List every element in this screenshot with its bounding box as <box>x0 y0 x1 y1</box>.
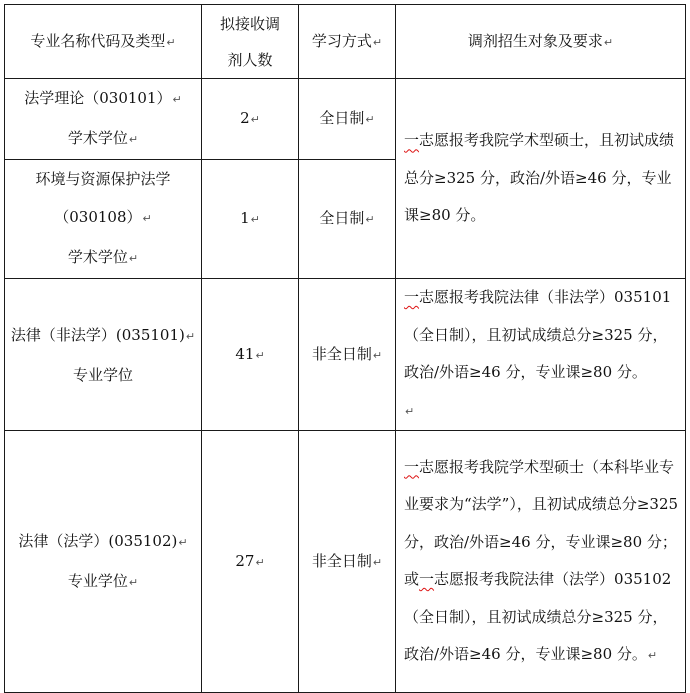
table-row <box>5 279 686 431</box>
table-row <box>5 79 686 160</box>
mode-cell: 非全日制↵ <box>299 431 396 693</box>
count-cell: 1↵ <box>202 160 299 279</box>
table-row <box>5 431 686 693</box>
count-cell: 41↵ <box>202 279 299 431</box>
mode-cell: 全日制↵ <box>299 160 396 279</box>
requirement-cell: 一志愿报考我院学术型硕士（本科毕业专业要求为“法学”），且初试成绩总分≥325 分，政治/外语≥46 分，专业课≥80 分； 或一志愿报考我院法律（法学）035102（全日制），且初试成绩总分≥325 分，政治/外语≥46 分，专业课≥80 分。↵ <box>396 431 686 693</box>
major-cell: 法律（法学）(035102)↵ 专业学位↵ <box>5 431 202 693</box>
mode-cell: 全日制↵ <box>299 79 396 160</box>
header-requirement: 调剂招生对象及要求↵ <box>396 5 686 79</box>
major-cell: 法学理论（030101）↵ 学术学位↵ <box>5 79 202 160</box>
count-cell: 27↵ <box>202 431 299 693</box>
header-mode: 学习方式↵ <box>299 5 396 79</box>
header-count: 拟接收调 剂人数 <box>202 5 299 79</box>
header-major: 专业名称代码及类型↵ <box>5 5 202 79</box>
requirement-cell: 一志愿报考我院法律（非法学）035101（全日制），且初试成绩总分≥325 分，政治/外语≥46 分，专业课≥80 分。 ↵ <box>396 279 686 431</box>
count-cell: 2↵ <box>202 79 299 160</box>
requirement-cell: 一志愿报考我院学术型硕士，且初试成绩总分≥325 分，政治/外语≥46 分，专业课≥80 分。 <box>396 79 686 279</box>
mode-cell: 非全日制↵ <box>299 279 396 431</box>
major-cell: 环境与资源保护法学 （030108）↵ 学术学位↵ <box>5 160 202 279</box>
adjustment-admission-table <box>4 4 686 693</box>
table-header-row <box>5 5 686 79</box>
major-cell: 法律（非法学）(035101)↵ 专业学位 <box>5 279 202 431</box>
